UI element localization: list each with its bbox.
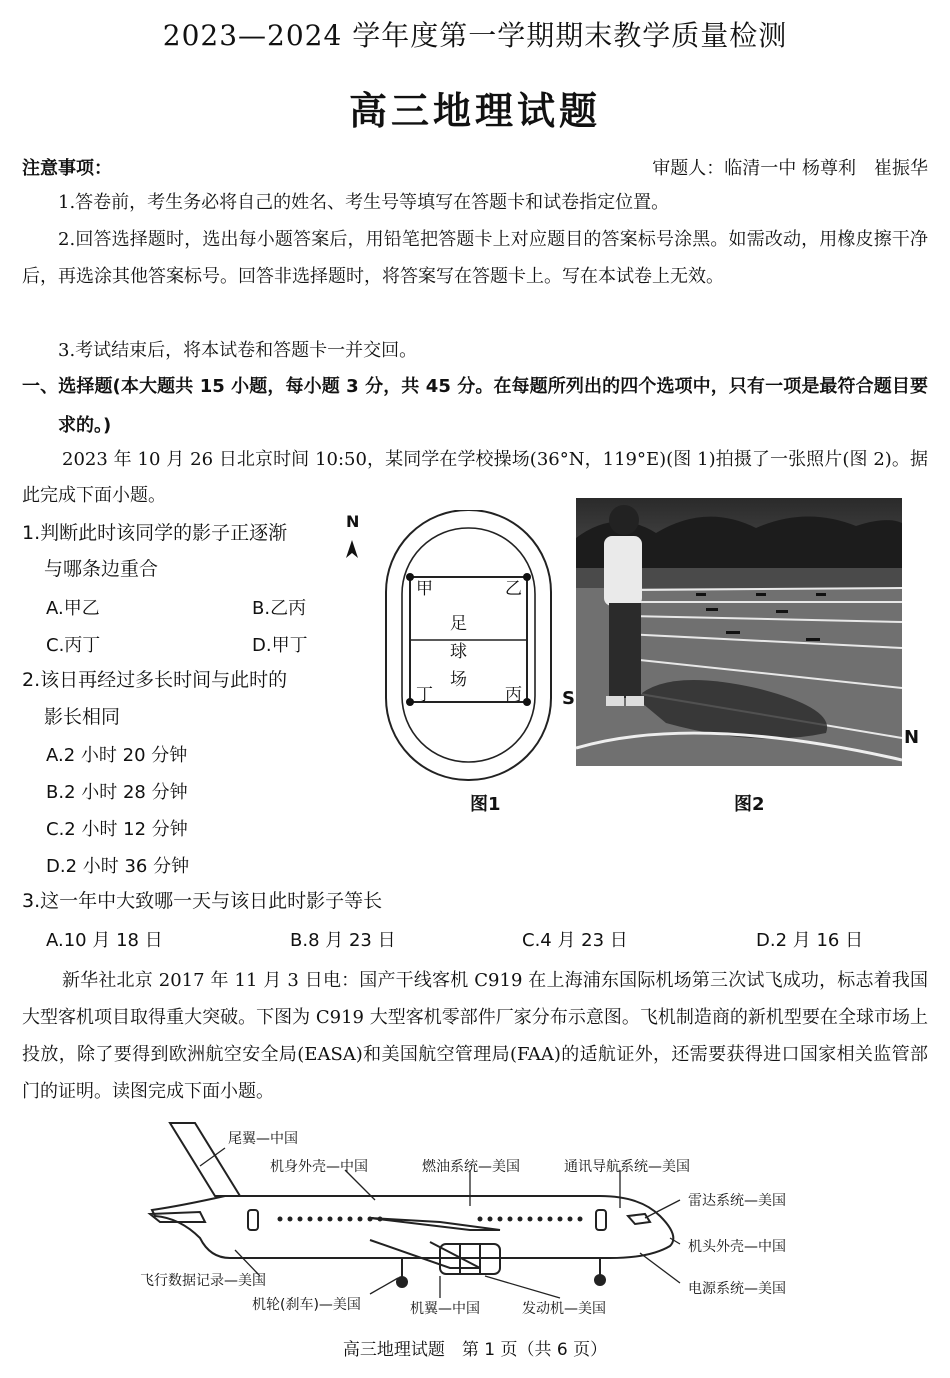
q3-option-a[interactable]: A.10 月 18 日 [46, 930, 163, 951]
notice-item-3: 3.考试结束后，将本试卷和答题卡一并交回。 [58, 340, 418, 361]
label-radar: 雷达系统—美国 [688, 1193, 786, 1209]
q3-option-b[interactable]: B.8 月 23 日 [290, 930, 396, 951]
q3-option-c[interactable]: C.4 月 23 日 [522, 930, 628, 951]
notice-item-1: 1.答卷前，考生务必将自己的姓名、考生号等填写在答题卡和试卷指定位置。 [58, 192, 670, 213]
q2-option-a[interactable]: A.2 小时 20 分钟 [46, 745, 188, 766]
context-paragraph-1: 2023 年 10 月 26 日北京时间 10:50，某同学在学校操场(36°N，119°E)(图 1)拍摄了一张照片(图 2)。据此完成下面小题。 [22, 449, 928, 506]
question-1-stem: 1.判断此时该同学的影子正逐渐 [22, 522, 288, 544]
question-3-stem: 3.这一年中大致哪一天与该日此时影子等长 [22, 890, 383, 912]
q3-option-d[interactable]: D.2 月 16 日 [756, 930, 864, 951]
q1-option-b[interactable]: B.乙丙 [252, 598, 307, 619]
figure-1 [340, 510, 570, 800]
corner-dot-jia [406, 573, 414, 581]
reviewer-line: 审题人：临清一中 杨尊利 崔振华 [652, 158, 928, 179]
corner-label-yi: 乙 [505, 579, 522, 599]
label-comm: 通讯导航系统—美国 [564, 1159, 690, 1175]
field-text-1: 足 [450, 614, 467, 634]
field-text-2: 球 [450, 642, 467, 662]
label-flight-data: 飞行数据记录—美国 [140, 1273, 266, 1289]
label-power: 电源系统—美国 [688, 1281, 786, 1297]
label-wing: 机翼—中国 [410, 1301, 480, 1317]
corner-dot-bing [523, 698, 531, 706]
photo-north-label: N [904, 727, 920, 748]
airplane-diagram [140, 1118, 830, 1326]
corner-dot-ding [406, 698, 414, 706]
notice-item-2: 2.回答选择题时，选出每小题答案后，用铅笔把答题卡上对应题目的答案标号涂黑。如需改动，用橡皮擦干净后，再选涂其他答案标号。回答非选择题时，将答案写在答题卡上。写在本试卷上无效。 [22, 229, 928, 287]
figure-2-photo [576, 498, 902, 766]
label-engine: 发动机—美国 [522, 1301, 606, 1317]
figure-1-caption: 图1 [470, 794, 501, 815]
label-tail: 尾翼—中国 [228, 1131, 298, 1147]
corner-dot-yi [523, 573, 531, 581]
north-arrow-icon [346, 540, 358, 558]
q1-option-d[interactable]: D.甲丁 [252, 635, 308, 656]
figure-2-caption: 图2 [734, 794, 765, 815]
question-1-stem-cont: 与哪条边重合 [44, 558, 159, 580]
corner-label-ding: 丁 [416, 685, 433, 705]
question-2-stem-cont: 影长相同 [44, 706, 121, 728]
photo-drawing [576, 498, 902, 766]
q2-option-c[interactable]: C.2 小时 12 分钟 [46, 819, 188, 840]
corner-label-jia: 甲 [416, 579, 433, 599]
field-text-3: 场 [450, 670, 467, 690]
label-wheels: 机轮(刹车)—美国 [252, 1297, 361, 1313]
label-nose: 机头外壳—中国 [688, 1239, 786, 1255]
section-heading: 一、选择题(本大题共 15 小题，每小题 3 分，共 45 分。在每题所列出的四个选项中，只有一项是最符合题目要求的。) [22, 376, 928, 436]
label-fuel: 燃油系统—美国 [422, 1159, 520, 1175]
q1-option-a[interactable]: A.甲乙 [46, 598, 100, 619]
person-head [609, 505, 639, 535]
person-shirt [604, 536, 642, 606]
q2-option-d[interactable]: D.2 小时 36 分钟 [46, 856, 190, 877]
page-title: 高三地理试题 [348, 89, 601, 133]
photo-south-label: S [562, 688, 575, 709]
person-pants [609, 603, 641, 698]
exam-header: 2023—2024 学年度第一学期期末教学质量检测 [162, 19, 788, 52]
label-fuselage: 机身外壳—中国 [270, 1159, 368, 1175]
question-2-stem: 2.该日再经过多长时间与此时的 [22, 669, 288, 691]
q2-option-b[interactable]: B.2 小时 28 分钟 [46, 782, 188, 803]
corner-label-bing: 丙 [505, 685, 522, 705]
north-label: N [346, 512, 360, 531]
context-paragraph-2: 新华社北京 2017 年 11 月 3 日电：国产干线客机 C919 在上海浦东国际机场第三次试飞成功，标志着我国大型客机项目取得重大突破。下图为 C919 大型客机零部件厂家分布示意图。飞机制造商的新机型要在全球市场上投放，除了要得到欧洲航空安全局(EASA)和美国航空管理局(FAA)的适航证外，还需要获得进口国家相关监管部门的证明。读图完成下面小题。 [22, 970, 928, 1102]
q1-option-c[interactable]: C.丙丁 [46, 635, 101, 656]
page-footer: 高三地理试题 第 1 页（共 6 页） [342, 1340, 608, 1360]
notice-heading: 注意事项： [22, 158, 112, 179]
